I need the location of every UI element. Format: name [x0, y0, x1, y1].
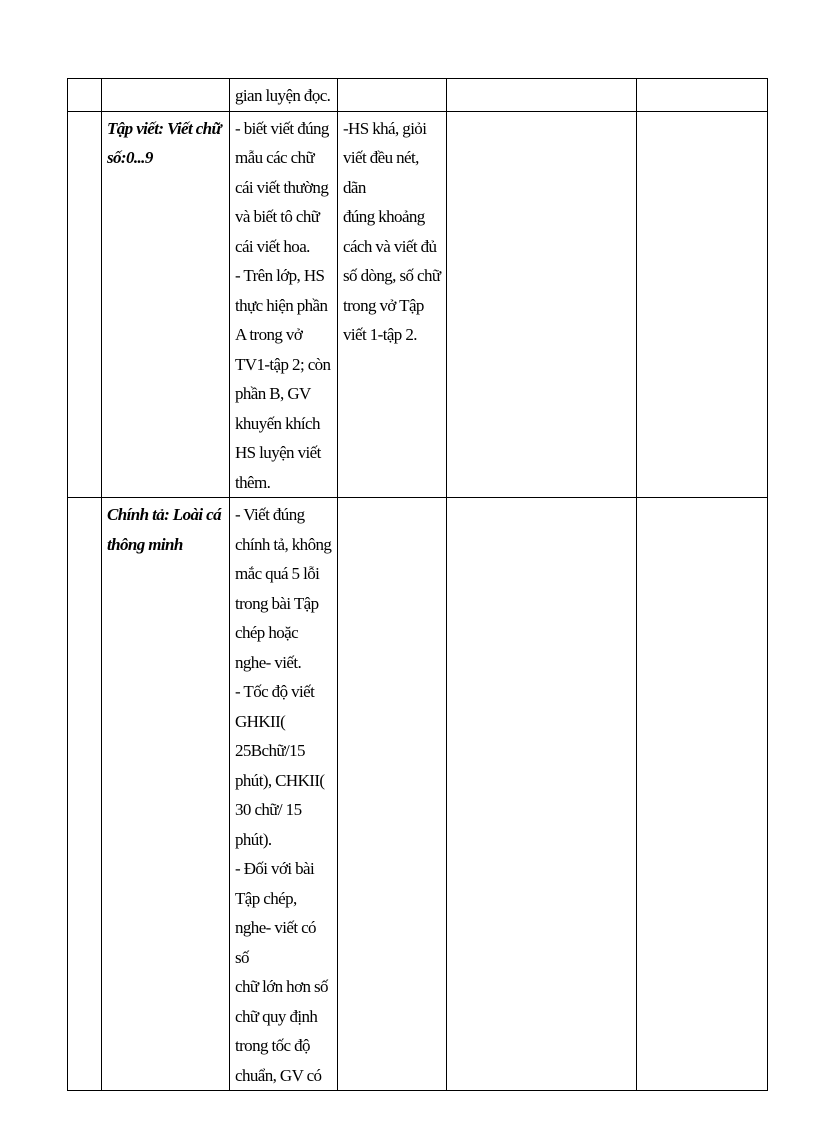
text-line: và biết tô chữ [235, 207, 320, 226]
subject-cell: Tập viết: Viết chữ số:0...9 [102, 111, 230, 498]
index-cell [68, 111, 102, 498]
text-line: mẫu các chữ [235, 148, 315, 167]
text-line: - Viết đúng [235, 505, 305, 524]
text-line: trong tốc độ [235, 1036, 310, 1055]
empty-cell [637, 498, 768, 1091]
notes-cell [338, 79, 447, 112]
text-line: cái viết hoa. [235, 236, 310, 256]
text-line: phần B, GV [235, 384, 311, 403]
empty-cell [447, 79, 637, 112]
text-line: thực hiện phần [235, 295, 328, 315]
table-row [68, 111, 768, 498]
text-line: chữ lớn hơn số [235, 977, 328, 996]
text-line: cách và viết đủ [343, 236, 437, 256]
subject-cell: Chính tả: Loài cá thông minh [102, 498, 230, 1091]
text-line: TV1-tập 2; còn [235, 354, 331, 374]
text-line: Tập chép, [235, 888, 297, 908]
text-line: đúng khoảng [343, 207, 425, 226]
text-line: chữ quy định [235, 1006, 318, 1026]
text-line: nghe- viết. [235, 652, 302, 672]
table-row [68, 498, 768, 1091]
table-row [68, 79, 768, 112]
text-line: cái viết thường [235, 177, 329, 197]
text-line: mắc quá 5 lỗi [235, 564, 320, 583]
text-line: số dòng, số chữ [343, 266, 441, 285]
text-line: - Tốc độ viết [235, 682, 315, 701]
text-line: nghe- viết có số [235, 918, 316, 967]
text-line: trong bài Tập [235, 593, 319, 613]
text-line: phút). [235, 829, 272, 849]
requirements-cell [230, 111, 338, 498]
text-line: 30 chữ/ 15 [235, 800, 302, 819]
text-line: viết đều nét, dãn [343, 148, 419, 197]
text-line: GHKII( [235, 711, 286, 731]
text-line: viết 1-tập 2. [343, 325, 417, 344]
text-line: - Đối với bài [235, 859, 315, 878]
text-line: 25Bchữ/15 [235, 741, 305, 760]
index-cell [68, 79, 102, 112]
text-line: chuẩn, GV có [235, 1065, 322, 1085]
subject-cell [102, 79, 230, 112]
text-line: phút), CHKII( [235, 770, 325, 790]
empty-cell [637, 111, 768, 498]
index-cell [68, 498, 102, 1091]
curriculum-table [67, 78, 768, 1091]
text-line: - biết viết đúng [235, 118, 329, 138]
text-line: gian luyện đọc. [235, 86, 331, 105]
text-line: chép hoặc [235, 623, 299, 642]
empty-cell [447, 111, 637, 498]
text-line: - Trên lớp, HS [235, 266, 325, 285]
notes-cell [338, 111, 447, 498]
requirements-cell [230, 79, 338, 112]
text-line: -HS khá, giỏi [343, 118, 427, 138]
text-line: A trong vở [235, 325, 303, 344]
text-line: HS luyện viết [235, 443, 321, 462]
requirements-cell [230, 498, 338, 1091]
text-line: thêm. [235, 472, 271, 492]
text-line: trong vở Tập [343, 295, 424, 315]
text-line: chính tả, không [235, 534, 332, 554]
empty-cell [447, 498, 637, 1091]
empty-cell [637, 79, 768, 112]
text-line: khuyến khích [235, 413, 320, 433]
notes-cell [338, 498, 447, 1091]
